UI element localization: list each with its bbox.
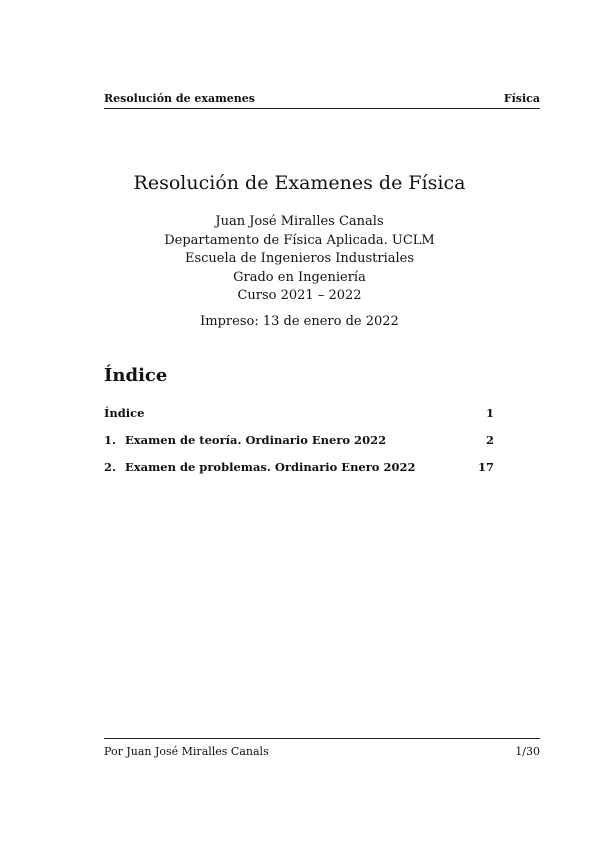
toc-entry-number: 2. [104,460,117,474]
toc-entry-title: Examen de problemas. Ordinario Enero 2022 [125,460,416,474]
page-footer [104,738,540,758]
author-block [0,213,599,306]
author-name: Juan José Miralles Canals [215,214,384,229]
toc-entry[interactable] [104,433,494,447]
page-header [104,92,540,109]
author-degree: Grado en Ingeniería [233,269,366,285]
document-title: Resolución de Examenes de Física [133,172,466,194]
author-school: Escuela de Ingenieros Industriales [184,251,415,266]
author-department: Departamento de Física Aplicada. UCLM [164,232,435,248]
toc-entry-title: Índice [104,406,145,420]
printed-date: Impreso: 13 de enero de 2022 [200,314,399,329]
toc-heading: Índice [104,365,168,386]
toc-entry-page: 17 [477,460,494,474]
page-number: 1/30 [515,745,540,758]
footer-author: Por Juan José Miralles Canals [104,745,269,758]
author-course: Curso 2021 – 2022 [237,288,362,303]
toc-entry-number: 1. [104,433,117,447]
toc-entry[interactable] [104,460,494,474]
toc-entry-page: 1 [485,406,494,420]
toc-entry-title: Examen de teoría. Ordinario Enero 2022 [125,433,387,447]
header-left-text: Resolución de examenes [104,92,255,105]
toc-entry[interactable] [104,406,494,420]
header-right-text: Física [503,92,540,105]
toc-entry-page: 2 [485,433,494,447]
